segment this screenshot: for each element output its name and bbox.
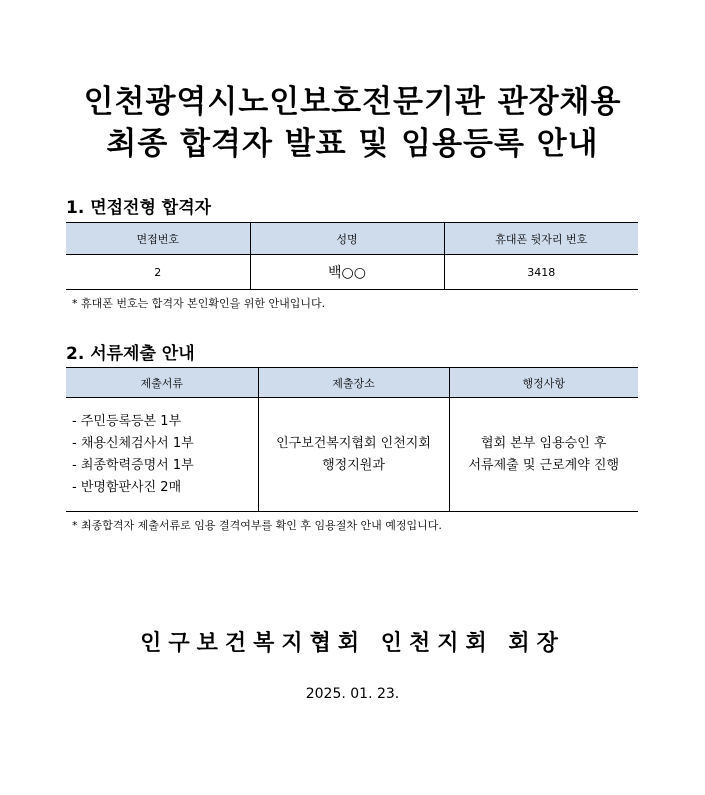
document-item: - 반명함판사진 2매 [72, 479, 182, 495]
admin-notes-cell [449, 398, 638, 512]
column-header-phone: 휴대폰 뒷자리 번호 [444, 223, 638, 255]
phone-digits-cell: 3418 [444, 255, 638, 290]
table-header-row [66, 368, 638, 398]
issuer-signature: 인구보건복지협회 인천지회 회장 [140, 631, 565, 656]
place-line: 인구보건복지협회 인천지회 [276, 435, 431, 451]
documents-cell [66, 398, 258, 512]
table-row [66, 398, 638, 512]
section1-note: * 휴대폰 번호는 합격자 본인확인을 위한 안내입니다. [72, 297, 326, 310]
page-title-line1: 인천광역시노인보호전문기관 관장채용 [83, 84, 622, 120]
section2-heading: 2. 서류제출 안내 [66, 344, 195, 364]
column-header-admin: 행정사항 [449, 368, 638, 398]
column-header-documents: 제출서류 [66, 368, 258, 398]
interview-number-cell: 2 [66, 255, 250, 290]
column-header-place: 제출장소 [258, 368, 449, 398]
document-item: - 주민등록등본 1부 [72, 413, 182, 429]
admin-line: 협회 본부 임용승인 후 [481, 435, 607, 451]
section1-heading: 1. 면접전형 합격자 [66, 198, 212, 218]
section2-note: * 최종합격자 제출서류로 임용 결격여부를 확인 후 임용절차 안내 예정입니다. [72, 519, 442, 532]
place-line: 행정지원과 [322, 457, 385, 473]
document-submission-table [66, 367, 638, 512]
admin-line: 서류제출 및 근로계약 진행 [468, 457, 620, 473]
document-item: - 채용신체검사서 1부 [72, 435, 194, 451]
applicant-name-cell: 백○○ [250, 255, 444, 290]
interview-result-table [66, 222, 638, 290]
issue-date: 2025. 01. 23. [305, 686, 400, 702]
page-title-line2: 최종 합격자 발표 및 임용등록 안내 [106, 126, 599, 162]
submission-place-cell [258, 398, 449, 512]
column-header-number: 면접번호 [66, 223, 250, 255]
column-header-name: 성명 [250, 223, 444, 255]
table-row [66, 255, 638, 290]
document-item: - 최종학력증명서 1부 [72, 457, 194, 473]
table-header-row [66, 223, 638, 255]
